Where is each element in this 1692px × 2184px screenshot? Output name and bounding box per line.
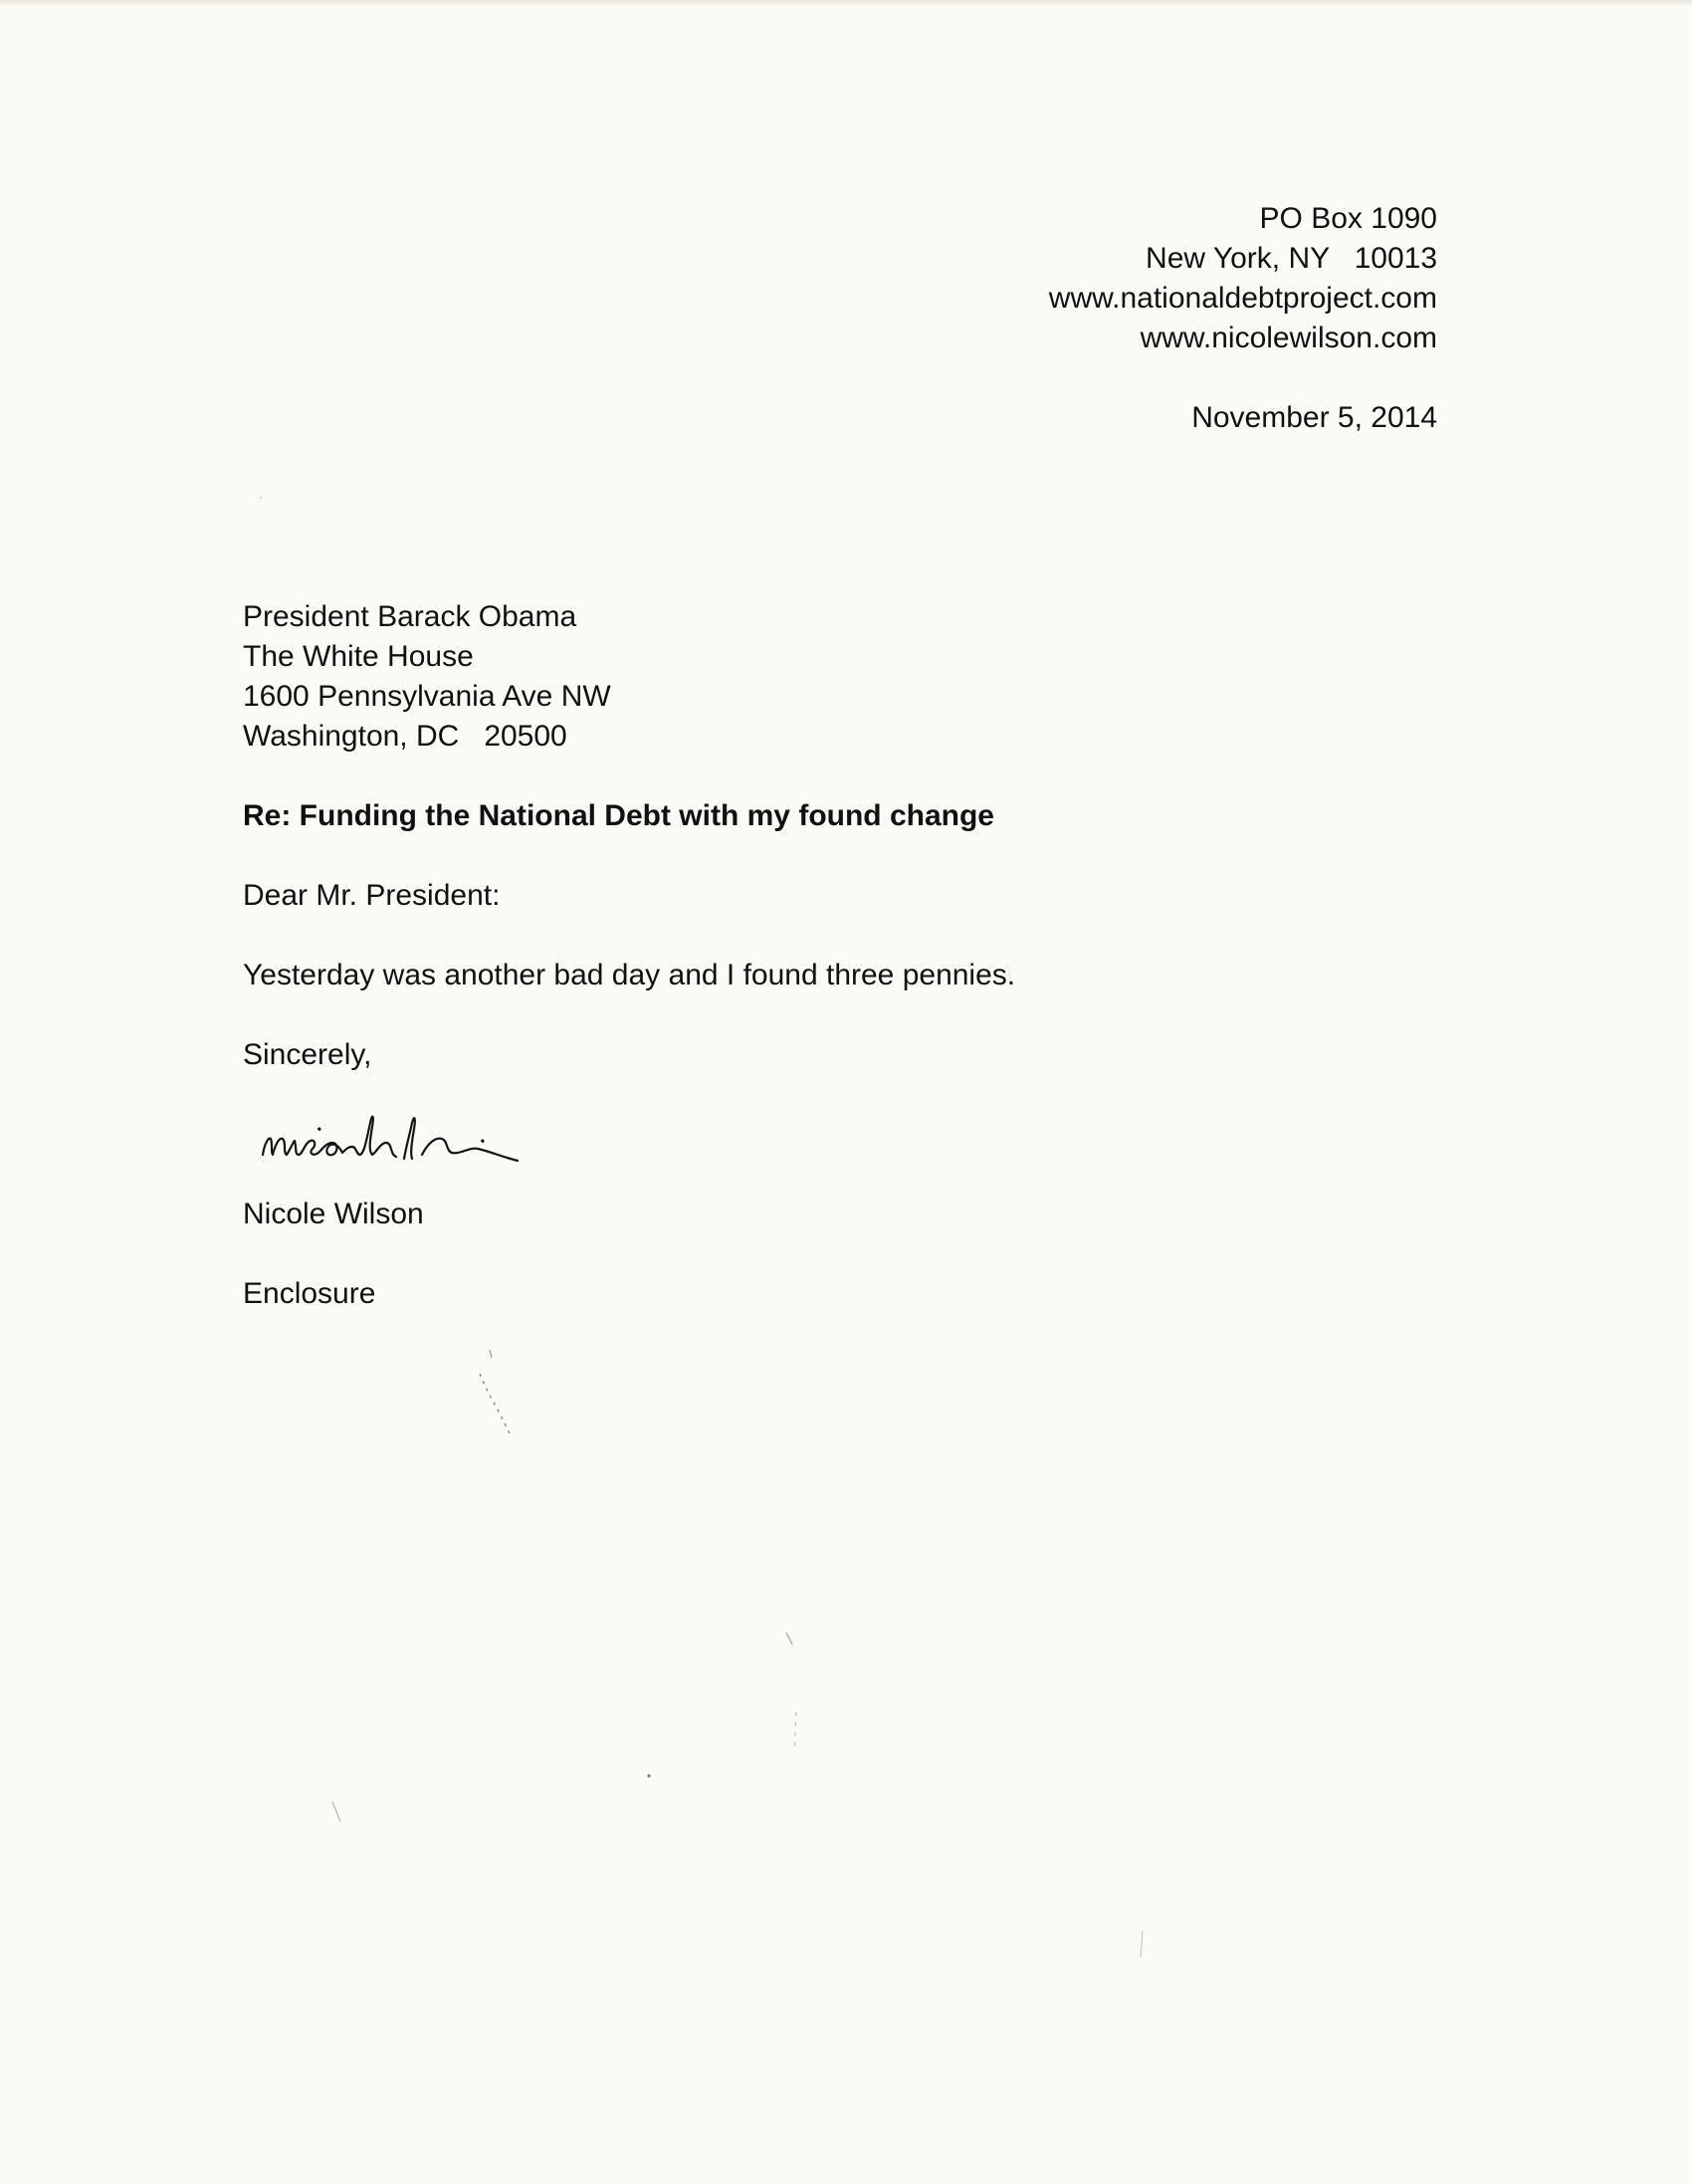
recipient-street: 1600 Pennsylvania Ave NW (243, 680, 611, 713)
subject-line: Re: Funding the National Debt with my found change (243, 799, 994, 832)
handwritten-signature (257, 1103, 575, 1173)
return-address-website-2: www.nicolewilson.com (1140, 322, 1437, 354)
recipient-name: President Barack Obama (243, 600, 577, 633)
recipient-address (243, 597, 611, 757)
return-address-po-box: PO Box 1090 (1259, 202, 1437, 235)
letter-body: Yesterday was another bad day and I found three pennies. (243, 959, 1016, 991)
closing: Sincerely, (243, 1038, 372, 1071)
signer-name: Nicole Wilson (243, 1198, 424, 1230)
enclosure-note: Enclosure (243, 1277, 376, 1310)
salutation: Dear Mr. President: (243, 879, 501, 912)
letter-date: November 5, 2014 (1191, 401, 1437, 434)
recipient-organization: The White House (243, 640, 474, 673)
return-address-website-1: www.nationaldebtproject.com (1048, 282, 1437, 315)
return-address-city: New York, NY 10013 (1146, 242, 1437, 275)
recipient-city: Washington, DC 20500 (243, 720, 567, 753)
return-address (1049, 199, 1437, 358)
page-edge-shadow (0, 0, 1692, 6)
